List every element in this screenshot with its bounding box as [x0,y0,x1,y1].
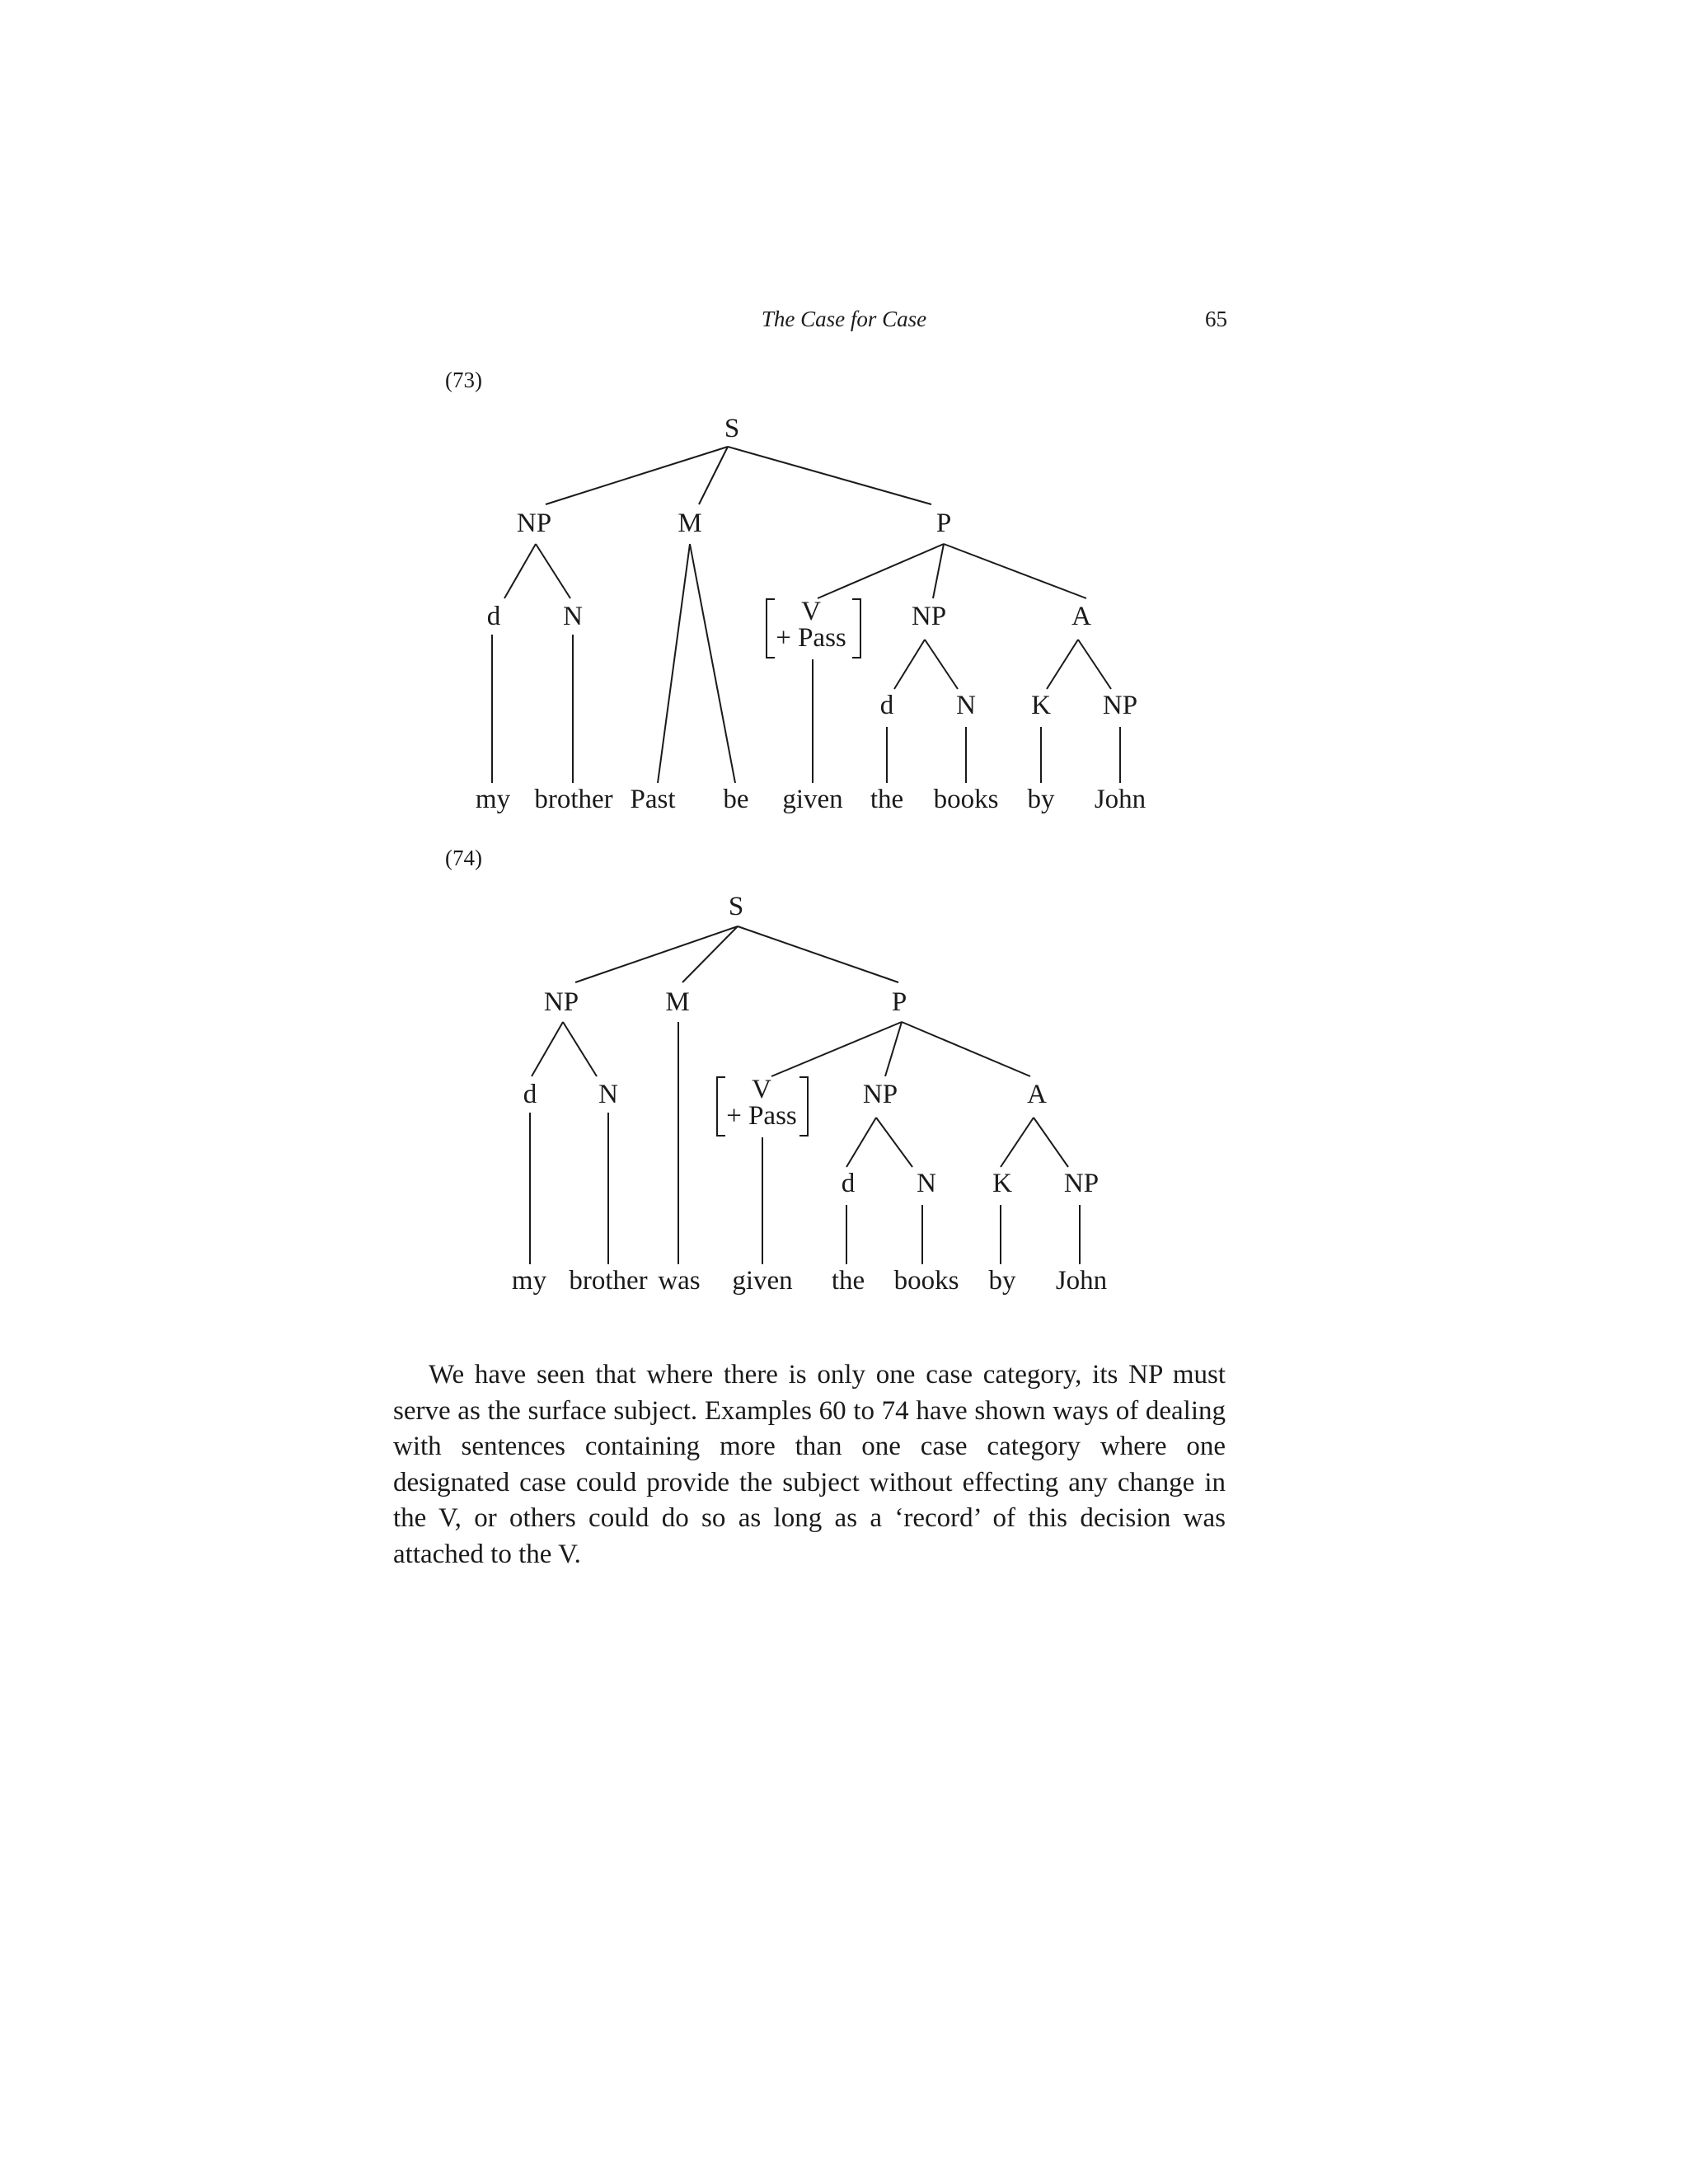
node-d2: d [841,1169,856,1198]
word-brother: brother [569,1266,648,1296]
word-was: was [658,1266,701,1296]
example-73-label: (73) [445,368,482,392]
node-k: K [1031,691,1051,720]
node-d2: d [879,691,894,720]
word-be: be [723,785,749,814]
word-john: John [1055,1266,1108,1296]
word-past: Past [630,785,676,814]
node-np: NP [516,509,552,538]
node-np3: NP [1102,691,1138,720]
body-paragraph: We have seen that where there is only one case category, its NP must serve as the surface subject. Examples 60 to 74 have shown ways of dealing with sentences containing more than one case category where one designated case could provide the subject without effecting any change in the V, or others could do so as long as a ‘record’ of this decision was attached to the V. [393,1360,1226,1569]
word-john: John [1094,785,1146,814]
word-by: by [1027,785,1055,814]
bracket-left [717,1077,725,1136]
node-n: N [598,1080,618,1109]
node-n2: N [917,1169,936,1198]
word-my: my [475,785,511,814]
running-head: The Case for Case [761,307,927,331]
node-p: P [891,987,907,1017]
node-n: N [563,602,583,631]
node-n2: N [956,691,976,720]
body-text [393,1357,1226,1572]
node-d: d [523,1080,537,1109]
node-p: P [935,509,952,538]
bracket-right [799,1077,808,1136]
node-m: M [678,509,702,538]
word-books: books [893,1266,959,1296]
node-s: S [728,892,744,921]
node-pass: + Pass [776,623,846,653]
page-number: 65 [1205,307,1227,331]
word-brother: brother [534,785,613,814]
example-74-label: (74) [445,846,482,870]
node-m: M [665,987,690,1017]
node-v: V [801,597,821,626]
node-a: A [1027,1080,1047,1109]
node-np: NP [543,987,579,1017]
word-my: my [511,1266,547,1296]
node-np2: NP [911,602,947,631]
node-s: S [724,414,740,443]
node-pass: + Pass [726,1101,797,1131]
node-d: d [486,602,501,631]
word-the: the [831,1266,865,1296]
node-a: A [1071,602,1091,631]
word-the: the [870,785,904,814]
word-given: given [732,1266,793,1296]
node-np2: NP [862,1080,898,1109]
node-v: V [752,1075,771,1104]
word-by: by [988,1266,1016,1296]
word-books: books [933,785,999,814]
node-k: K [992,1169,1012,1198]
word-given: given [782,785,843,814]
node-np3: NP [1063,1169,1100,1198]
